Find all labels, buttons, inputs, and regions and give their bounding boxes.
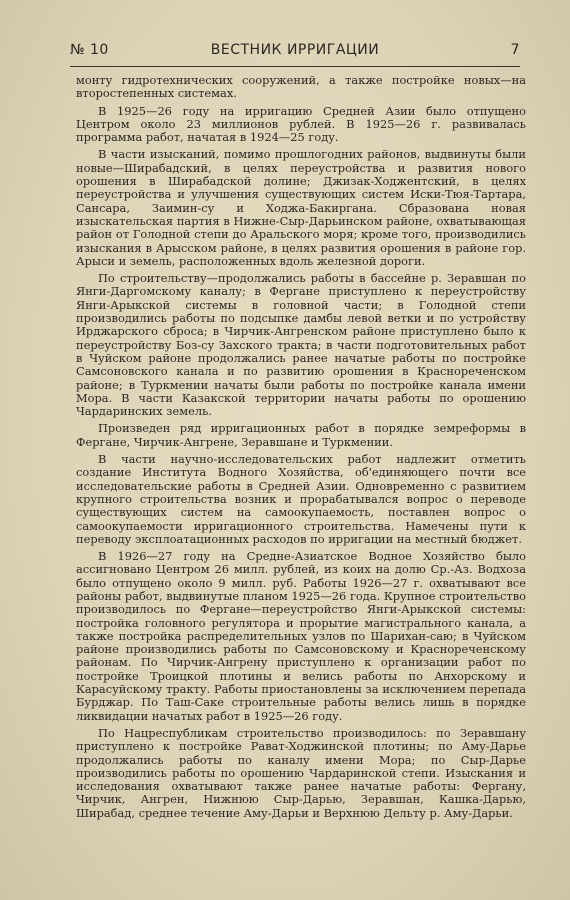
paragraph: В части изысканий, помимо прошлогодних районов, выдвинуты были новые—Ширабадский, в целях переустройства и развития нового орошения в Ширабадской долине; Джизак-Ходжентский, в целях переустройства и улучшения существующих систем Иски-Тюя-Тартара, Сансара, Заимин-су и Ходжа-Бакиргана. Сбразована новая изыскательская партия в Нижне-Сыр-Дарьинском районе, охватывающая район от Голодной степи до Аральского моря; кроме того, производились изыскания в Арысском районе, в целях развития орошения в районе гор. Арыси и земель, расположенных вдоль железной дороги. <box>76 147 526 268</box>
journal-title: ВЕСТНИК ИРРИГАЦИИ <box>210 42 380 58</box>
paragraph: В 1925—26 году на ирригацию Средней Азии было отпущено Центром около 23 миллионов рублей. В 1925—26 г. развивалась программа работ, начатая в 1924—25 году. <box>76 103 526 145</box>
page-number: 7 <box>510 42 520 58</box>
paragraph: В части научно-исследовательских работ надлежит отметить создание Института Водного Хозяйства, об'единяющего почти все исследовательские работы в Средней Азии. Одновременно с развитием крупного строительства возник и прорабатывался вопрос о переводе существующих систем на самоокупаемость, поставлен вопрос о самоокупаемости ирригационного строительства. Намечены пути к переводу эксплоатационных расходов по ирригации на местный бюджет. <box>76 452 526 546</box>
page-header <box>70 40 520 67</box>
paragraph: В 1926—27 году на Средне-Азиатское Водное Хозяйство было ассигновано Центром 26 милл. рублей, из коих на долю Ср.-Аз. Водхоза было отпущено около 9 милл. руб. Работы 1926—27 г. охватывают все районы работ, выдвинутые планом 1925—26 года. Крупное строительство производилось по Фергане—переустройство Янги-Арыкской системы: постройка головного регулятора и прорытие магистрального канала, а также постройка распределительных узлов по Шарихан-саю; в Чуйском районе производились работы по Самсоновскому и Краснореченскому районам. По Чирчик-Ангрену приступлено к организации работ по постройке Троицкой плотины и велись работы по Анхорскому и Карасуйскому тракту. Работы приостановлены за исключением перепада Бурджар. По Таш-Саке строительные работы велись лишь в порядке ликвидации начатых работ в 1925—26 году. <box>76 549 526 723</box>
article-body <box>76 74 526 824</box>
paragraph: По строительству—продолжались работы в бассейне р. Зеравшан по Янги-Даргомскому каналу; в Фергане приступлено к переустройству Янги-Арыкской системы в головной части; в Голодной степи производились работы по подсыпке дамбы левой ветки и по устройству Ирджарского сброса; в Чирчик-Ангренском районе приступлено было к переустройству Боз-су Захского тракта; в части подготовительных работ в Чуйском районе продолжались ранее начатые работы по постройке Самсоновского канала и по развитию орошения в Краснореченском районе; в Туркмении начаты были работы по постройке канала имени Мора. В части Казакской территории начаты работы по орошению Чардаринских земель. <box>76 271 526 419</box>
paragraph: Произведен ряд ирригационных работ в порядке земреформы в Фергане, Чирчик-Ангрене, Зеравшане и Туркмении. <box>76 421 526 449</box>
paragraph: По Нацреспубликам строительство производилось: по Зеравшану приступлено к постройке Рават-Ходжинской плотины; по Аму-Дарье продолжались работы по каналу имени Мора; по Сыр-Дарье производились работы по орошению Чардаринской степи. Изыскания и исследования охватывают также ранее начатые работы: Фергану, Чирчик, Ангрен, Нижнюю Сыр-Дарью, Зеравшан, Кашка-Дарью, Ширабад, среднее течение Аму-Дарьи и Верхнюю Дельту р. Аму-Дарьи. <box>76 725 526 820</box>
paragraph: монту гидротехнических сооружений, а также постройке новых—на второстепенных системах. <box>76 73 526 101</box>
issue-number: № 10 <box>70 42 109 58</box>
